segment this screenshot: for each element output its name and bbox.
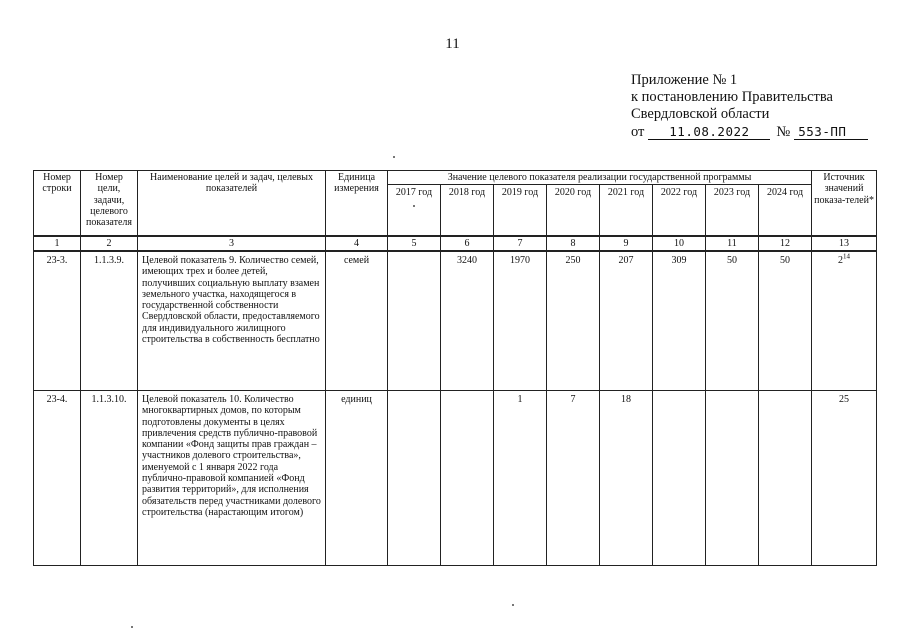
column-number: 7 [494, 237, 547, 251]
header-year-2022: 2022 год [653, 185, 706, 236]
value-2021: 207 [600, 252, 653, 391]
appendix-line-3: Свердловской области [631, 106, 770, 122]
column-number: 13 [812, 237, 877, 251]
header-year-2023: 2023 год [706, 185, 759, 236]
table-body [33, 251, 877, 566]
appendix-line-2: к постановлению Правительства [631, 89, 833, 105]
header-source: Источник значений показа-телей* [812, 171, 877, 236]
indicator-name: Целевой показатель 10. Количество многоквартирных домов, по которым подготовлены документы в целях привлечения средств публично-правовой компании «Фонд защиты прав граждан – участников долевого строительства», именуемой с 1 января 2022 года публично-правовой компанией «Фонд развития территорий», для исполнения обязательств перед участниками долевого строительства (нарастающим итогом) [138, 391, 326, 566]
header-year-2020: 2020 год [547, 185, 600, 236]
value-2020: 250 [547, 252, 600, 391]
scan-speck [131, 626, 133, 628]
source-value: 2 [838, 255, 843, 266]
value-2021: 18 [600, 391, 653, 566]
value-2023: 50 [706, 252, 759, 391]
source-cell [812, 252, 877, 391]
value-2018: 3240 [441, 252, 494, 391]
header-name: Наименование целей и задач, целевых показателей [138, 171, 326, 236]
header-year-2017: 2017 год [388, 185, 441, 236]
from-label: от [631, 124, 645, 140]
scan-speck [413, 205, 415, 207]
column-number: 5 [388, 237, 441, 251]
table-column-numbers [33, 236, 877, 251]
value-2024 [759, 391, 812, 566]
scan-speck [393, 156, 395, 158]
header-unit: Единица измерения [326, 171, 388, 236]
indicator-name: Целевой показатель 9. Количество семей, имеющих трех и более детей, получивших социальную выплату взамен земельного участка, находящегося в государственной собственности Свердловской области, предоставляемого для индивидуального жилищного строительства в собственность бесплатно [138, 252, 326, 391]
unit-cell: единиц [326, 391, 388, 566]
column-number: 1 [34, 237, 81, 251]
value-2023 [706, 391, 759, 566]
column-number: 4 [326, 237, 388, 251]
column-number: 3 [138, 237, 326, 251]
table-header [33, 170, 877, 236]
appendix-title: Приложение № 1 [631, 72, 738, 88]
appendix-signature-line [631, 124, 868, 141]
appendix-block [631, 72, 868, 141]
column-number: 6 [441, 237, 494, 251]
page-number: 11 [445, 36, 460, 52]
column-number: 9 [600, 237, 653, 251]
column-number: 8 [547, 237, 600, 251]
header-row-number: Номер строки [34, 171, 81, 236]
column-number: 10 [653, 237, 706, 251]
row-number: 23-3. [34, 252, 81, 391]
value-2019: 1 [494, 391, 547, 566]
header-goal-number: Номер цели, задачи, целевого показателя [81, 171, 138, 236]
table-row [34, 252, 877, 391]
number-label: № [776, 124, 791, 140]
goal-number: 1.1.3.9. [81, 252, 138, 391]
source-value: 25 [839, 394, 849, 405]
goal-number: 1.1.3.10. [81, 391, 138, 566]
value-2017 [388, 391, 441, 566]
header-year-2018: 2018 год [441, 185, 494, 236]
unit-cell: семей [326, 252, 388, 391]
value-2022 [653, 391, 706, 566]
appendix-number: 553-ПП [794, 125, 868, 140]
header-year-2024: 2024 год [759, 185, 812, 236]
column-number: 12 [759, 237, 812, 251]
source-cell [812, 391, 877, 566]
value-2017 [388, 252, 441, 391]
value-2020: 7 [547, 391, 600, 566]
value-2019: 1970 [494, 252, 547, 391]
header-value-group: Значение целевого показателя реализации государственной программы [388, 171, 812, 185]
column-number: 2 [81, 237, 138, 251]
value-2022: 309 [653, 252, 706, 391]
header-year-2019: 2019 год [494, 185, 547, 236]
scan-speck [512, 604, 514, 606]
row-number: 23-4. [34, 391, 81, 566]
header-year-2021: 2021 год [600, 185, 653, 236]
table-row [34, 391, 877, 566]
source-footnote: 14 [843, 252, 850, 261]
column-number: 11 [706, 237, 759, 251]
appendix-date: 11.08.2022 [648, 125, 770, 140]
value-2024: 50 [759, 252, 812, 391]
value-2018 [441, 391, 494, 566]
